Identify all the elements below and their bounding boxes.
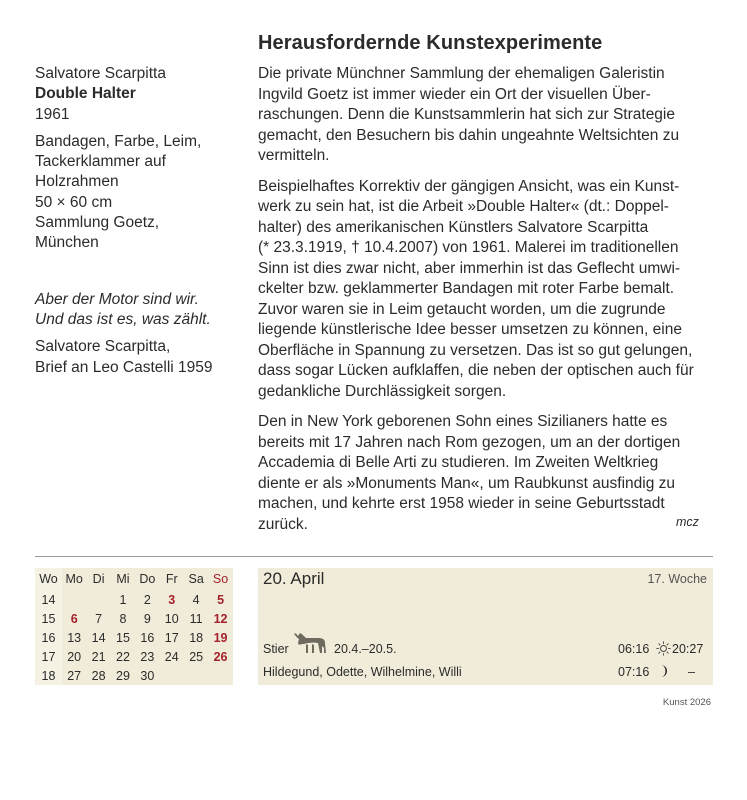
text-line: Den in New York geborenen Sohn eines Sizilianers hatte es (258, 413, 668, 430)
weekday-header: Mo (65, 572, 83, 586)
month-calendar (35, 568, 233, 685)
divider (35, 556, 713, 557)
text-line: Beispielhaftes Korrektiv der gängigen Ansicht, was ein Kunst- (258, 177, 680, 195)
text-line: raschungen. Denn die Kunstsammlerin hat sich zur Strategie (258, 106, 675, 123)
article-paragraph (258, 64, 713, 167)
text-line: Ingvild Goetz ist immer wieder ein Ort der visuellen Über- (258, 85, 651, 103)
footer-label: Kunst 2026 (662, 697, 711, 708)
text-line: liegende künstlerische Idee besser umsetzen zu können, eine (258, 321, 682, 338)
calendar-day: 20 (67, 649, 82, 664)
text-line: (* 23.3.1919, † 10.4.2007) von 1961. Malerei im traditionellen (258, 239, 679, 256)
quote-source: Salvatore Scarpitta, (35, 338, 171, 356)
calendar-day: 17 (164, 630, 179, 645)
artwork-detail: Holzrahmen (35, 173, 119, 191)
calendar-body (35, 590, 233, 685)
sunrise-time: 06:16 (618, 642, 650, 656)
calendar-day: 16 (140, 630, 155, 645)
calendar-day: 6 (70, 611, 78, 626)
calendar-day: 13 (67, 630, 82, 645)
text-line: bereits mit 17 Jahren nach Rom gezogen, um an der dortigen (258, 433, 681, 451)
bull-icon (292, 631, 328, 655)
calendar-day: 12 (213, 611, 228, 626)
article-body (258, 64, 713, 545)
calendar-day: 8 (119, 611, 127, 626)
calendar-day (86, 590, 110, 609)
article-paragraph (258, 177, 713, 403)
text-line: machen, und kehrte erst 1958 wieder in seine Geburtsstadt (258, 495, 665, 512)
text-line: Accademia di Belle Arti zu studieren. Im Zweiten Weltkrieg (258, 454, 659, 471)
text-line: dass sogar Lücken aufklaffen, die neben der optischen auch für (258, 362, 694, 379)
artwork-detail: Tackerklammer auf (35, 153, 166, 171)
artwork-title: Double Halter (35, 85, 136, 103)
zodiac-range: 20.4.–20.5. (334, 642, 397, 656)
sun-icon (656, 641, 671, 656)
weekday-header: Di (92, 572, 105, 586)
calendar-day: 11 (189, 611, 203, 626)
text-line: Oberfläche in Spannung zu versetzen. Das ist so gut gelungen, (258, 341, 693, 359)
quote-line: Und das ist es, was zählt. (35, 310, 211, 328)
calendar-day (160, 666, 184, 685)
calendar-day: 26 (213, 649, 228, 664)
calendar-day (208, 666, 232, 685)
week-header: Wo (39, 572, 58, 586)
artwork-detail: Sammlung Goetz, (35, 214, 160, 232)
zodiac-sign: Stier (263, 642, 289, 656)
calendar-day: 23 (140, 649, 155, 664)
text-line: zurück. (258, 515, 308, 533)
moonset-time: – (688, 665, 695, 679)
calendar-day: 1 (119, 592, 127, 607)
calendar-day: 28 (91, 668, 106, 683)
weekday-header-sunday: So (212, 572, 229, 586)
calendar-day: 9 (143, 611, 151, 626)
weekday-header: Fr (165, 572, 178, 586)
artwork-detail: München (35, 234, 99, 252)
name-days: Hildegund, Odette, Wilhelmine, Willi (263, 665, 462, 679)
week-number-cell: 17 (41, 649, 56, 664)
article-title: Herausfordernde Kunstexperimente (258, 32, 603, 54)
calendar-day: 14 (91, 630, 106, 645)
calendar-day: 22 (116, 649, 130, 664)
text-line: gedankliche Durchlässigkeit sorgen. (258, 382, 507, 400)
quote-line: Aber der Motor sind wir. (35, 290, 199, 308)
week-number-cell: 15 (41, 611, 56, 626)
calendar-day (62, 590, 86, 609)
artwork-detail: 50 × 60 cm (35, 193, 113, 211)
artwork-year: 1961 (35, 105, 70, 123)
calendar-header-row (35, 568, 233, 590)
text-line: werk zu sein hat, ist die Arbeit »Double Halter« (dt.: Doppel- (258, 198, 669, 215)
artwork-info (35, 64, 240, 254)
calendar-week-row (35, 647, 233, 666)
calendar-week-row (35, 628, 233, 647)
text-line: Zuvor waren sie in Leim getaucht worden, um die zugrunde (258, 300, 666, 318)
week-number-cell: 16 (41, 630, 56, 645)
calendar-day: 3 (168, 592, 176, 607)
calendar-day: 10 (164, 611, 179, 626)
moon-icon (656, 664, 670, 678)
text-line: Die private Münchner Sammlung der ehemaligen Galeristin (258, 65, 665, 82)
calendar-day: 21 (91, 649, 106, 664)
calendar-day: 5 (217, 592, 225, 607)
calendar-day: 2 (143, 592, 151, 607)
author-signature: mcz (676, 515, 699, 529)
article-paragraph (258, 412, 713, 535)
calendar-week-row (35, 666, 233, 685)
calendar-week-row (35, 590, 233, 609)
text-line: diente er als »Monuments Man«, um Raubkunst ausfindig zu (258, 474, 676, 492)
week-number-cell: 18 (41, 668, 56, 683)
sunset-time: 20:27 (672, 642, 704, 656)
week-number-cell: 14 (41, 592, 56, 607)
calendar-day: 27 (67, 668, 82, 683)
calendar-day: 30 (140, 668, 155, 683)
artwork-caption (35, 64, 240, 378)
calendar-day: 7 (95, 611, 103, 626)
text-line: ckelter bzw. geklammerter Bandagen mit roter Farbe bemalt. (258, 280, 675, 297)
day-panel (258, 568, 713, 685)
calendar-day: 29 (116, 668, 130, 683)
artwork-detail: Bandagen, Farbe, Leim, (35, 132, 202, 150)
quote-source: Brief an Leo Castelli 1959 (35, 358, 213, 376)
calendar-day: 25 (189, 649, 204, 664)
moonrise-time: 07:16 (618, 665, 650, 679)
calendar-day (184, 666, 208, 685)
calendar-day: 24 (164, 649, 179, 664)
artist-name: Salvatore Scarpitta (35, 65, 166, 82)
day-date: 20. April (263, 569, 325, 588)
text-line: halter) des amerikanischen Künstlers Salvatore Scarpitta (258, 218, 649, 236)
quote-block (35, 290, 240, 378)
calendar-day: 15 (116, 630, 130, 645)
weekday-header: Sa (188, 572, 204, 586)
text-line: Sinn ist dies zwar nicht, aber immerhin ist das Geflecht umwi- (258, 259, 681, 277)
week-number: 17. Woche (647, 572, 707, 586)
calendar-day: 18 (189, 630, 204, 645)
weekday-header: Do (139, 572, 156, 586)
text-line: vermitteln. (258, 147, 330, 164)
weekday-header: Mi (116, 572, 130, 586)
calendar-day: 4 (192, 592, 200, 607)
calendar-grid (35, 568, 233, 685)
text-line: gemacht, den Besuchern bis dahin ungeahnte Weltsichten zu (258, 126, 680, 144)
calendar-week-row (35, 609, 233, 628)
calendar-day: 19 (213, 630, 228, 645)
